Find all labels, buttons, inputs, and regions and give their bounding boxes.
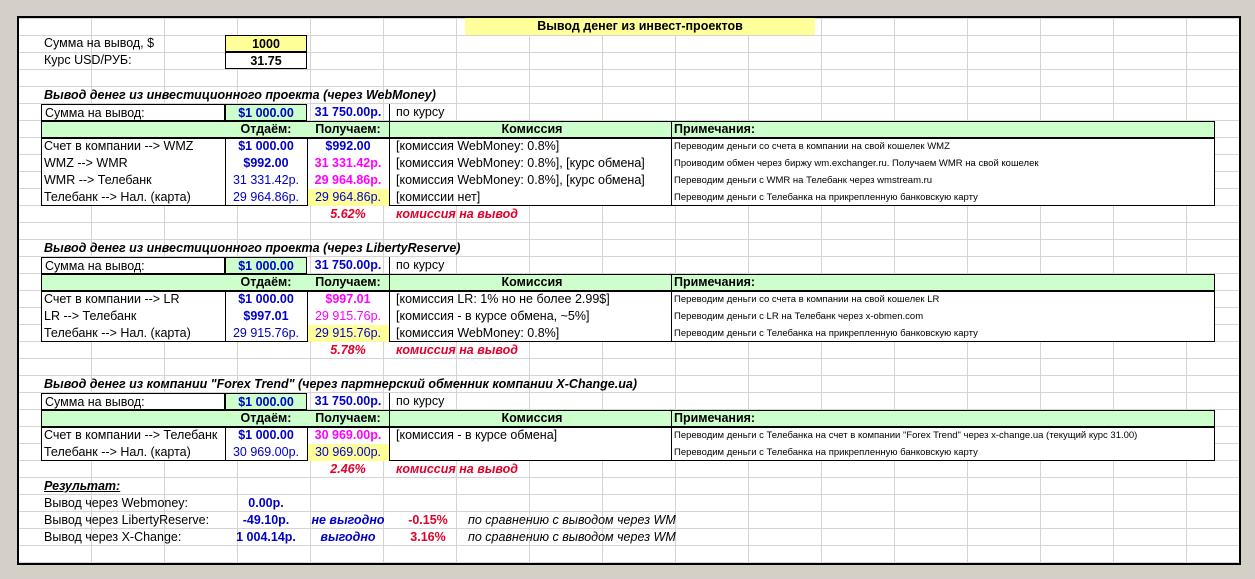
lr-row-note: Переводим деньги с LR на Телебанк через x-obmen.com <box>674 311 924 322</box>
wm-row-note: Переводим деньги с Телебанка на прикрепленную банковскую карту <box>674 192 978 203</box>
lr-row-commission: [комиссия - в курсе обмена, ~5%] <box>396 309 590 323</box>
wm-row-give[interactable]: 29 964.86р. <box>232 190 300 204</box>
result-label: Вывод через Webmoney: <box>44 496 189 510</box>
xc-row-note: Переводим деньги с Телебанка на прикрепленную банковскую карту <box>674 447 978 458</box>
result-comment: по сравнению с выводом через WM <box>468 530 676 544</box>
xc-header-commission: Комиссия <box>501 411 563 425</box>
wm-row-step: Телебанк --> Нал. (карта) <box>44 190 191 204</box>
lr-total-pct: 5.78% <box>330 343 366 357</box>
wm-row-commission: [комиссия WebMoney: 0.8%], [курс обмена] <box>396 156 645 170</box>
wm-row-commission: [комиссия WebMoney: 0.8%] <box>396 139 560 153</box>
lr-row-note: Переводим деньги со счета в компании на свой кошелек LR <box>674 294 940 305</box>
xc-header-get: Получаем: <box>315 411 381 425</box>
result-comment: по сравнению с выводом через WM <box>468 513 676 527</box>
amount-label: Сумма на вывод, $ <box>44 36 155 50</box>
result-value[interactable]: 1 004.14р. <box>236 530 296 544</box>
lr-by-rate: по курсу <box>396 258 445 272</box>
wm-total-label: комиссия на вывод <box>396 207 519 221</box>
rate-label: Курс USD/РУБ: <box>44 53 132 67</box>
wm-row-get[interactable]: 29 964.86р. <box>314 173 382 187</box>
wm-header-notes: Примечания: <box>674 122 756 136</box>
wm-row-note: Проиводим обмен через биржу wm.exchanger.ru. Получаем WMR на свой кошелек <box>674 158 1039 169</box>
section-xchange-title: Вывод денег из компании "Forex Trend" (через партнерский обменник компании X-Change.ua) <box>44 377 637 391</box>
wm-row-give[interactable]: $1 000.00 <box>238 139 294 153</box>
lr-sum-rub[interactable]: 31 750.00р. <box>314 258 382 272</box>
lr-total-label: комиссия на вывод <box>396 343 519 357</box>
wm-row-commission: [комиссии нет] <box>396 190 481 204</box>
result-verdict: не выгодно <box>311 513 385 527</box>
lr-row-give[interactable]: 29 915.76р. <box>232 326 300 340</box>
lr-header-commission: Комиссия <box>501 275 563 289</box>
xc-total-pct: 2.46% <box>330 462 366 476</box>
wm-header-get: Получаем: <box>315 122 381 136</box>
wm-row-get[interactable]: 29 964.86р. <box>307 189 389 206</box>
spreadsheet[interactable] <box>17 16 1241 565</box>
wm-sum-usd[interactable]: $1 000.00 <box>225 104 307 121</box>
amount-input[interactable]: 1000 <box>225 35 307 52</box>
xc-sum-rub[interactable]: 31 750.00р. <box>314 394 382 408</box>
lr-row-get[interactable]: $997.01 <box>325 292 371 306</box>
xc-row-commission: [комиссия - в курсе обмена] <box>396 428 558 442</box>
xc-header-notes: Примечания: <box>674 411 756 425</box>
wm-sum-rub[interactable]: 31 750.00р. <box>314 105 382 119</box>
xc-row-get[interactable]: 30 969.00р. <box>314 428 382 442</box>
lr-header-get: Получаем: <box>315 275 381 289</box>
section-webmoney-title: Вывод денег из инвестиционного проекта (через WebMoney) <box>44 88 436 102</box>
xc-row-give[interactable]: 30 969.00р. <box>232 445 300 459</box>
wm-total-pct: 5.62% <box>330 207 366 221</box>
xc-row-step: Счет в компании --> Телебанк <box>44 428 218 442</box>
wm-header-commission: Комиссия <box>501 122 563 136</box>
xc-row-step: Телебанк --> Нал. (карта) <box>44 445 191 459</box>
wm-header-give: Отдаём: <box>240 122 292 136</box>
lr-row-commission: [комиссия LR: 1% но не более 2.99$] <box>396 292 610 306</box>
xc-header-give: Отдаём: <box>240 411 292 425</box>
result-label: Вывод через LibertyReserve: <box>44 513 210 527</box>
section-liberty-title: Вывод денег из инвестиционного проекта (через LibertyReserve) <box>44 241 461 255</box>
xc-row-commission <box>393 444 671 461</box>
wm-row-give[interactable]: 31 331.42р. <box>232 173 300 187</box>
wm-row-get[interactable]: $992.00 <box>325 139 371 153</box>
result-verdict: выгодно <box>320 530 376 544</box>
xc-sum-usd[interactable]: $1 000.00 <box>225 393 307 410</box>
wm-row-note: Переводим деньги с WMR на Телебанк через wmstream.ru <box>674 175 933 186</box>
xc-sum-label: Сумма на вывод: <box>41 393 225 410</box>
wm-row-note: Переводим деньги со счета в компании на свой кошелек WMZ <box>674 141 950 152</box>
sheet-title: Вывод денег из инвест-проектов <box>465 18 815 35</box>
wm-row-step: Счет в компании --> WMZ <box>44 139 194 153</box>
wm-by-rate: по курсу <box>396 105 445 119</box>
lr-row-commission: [комиссия WebMoney: 0.8%] <box>396 326 560 340</box>
wm-row-step: WMZ --> WMR <box>44 156 128 170</box>
xc-total-label: комиссия на вывод <box>396 462 519 476</box>
result-label: Вывод через X-Change: <box>44 530 182 544</box>
lr-row-step: Телебанк --> Нал. (карта) <box>44 326 191 340</box>
lr-row-step: Счет в компании --> LR <box>44 292 180 306</box>
lr-row-get[interactable]: 29 915.76р. <box>307 325 389 342</box>
xc-row-note: Переводим деньги с Телебанка на счет в компании "Forex Trend" через x-change.ua (текущий курс 31.00) <box>674 430 1138 441</box>
result-value[interactable]: 0.00р. <box>248 496 284 510</box>
rate-input[interactable]: 31.75 <box>225 52 307 69</box>
xc-by-rate: по курсу <box>396 394 445 408</box>
wm-row-give[interactable]: $992.00 <box>243 156 289 170</box>
xc-row-give[interactable]: $1 000.00 <box>238 428 294 442</box>
lr-sum-label: Сумма на вывод: <box>41 257 225 274</box>
result-title: Результат: <box>44 479 121 493</box>
result-value[interactable]: -49.10р. <box>242 513 290 527</box>
wm-row-commission: [комиссия WebMoney: 0.8%], [курс обмена] <box>396 173 645 187</box>
wm-row-get[interactable]: 31 331.42р. <box>314 156 382 170</box>
xc-row-get[interactable]: 30 969.00р. <box>307 444 389 461</box>
result-pct: -0.15% <box>408 513 448 527</box>
lr-row-get[interactable]: 29 915.76р. <box>314 309 382 323</box>
lr-sum-usd[interactable]: $1 000.00 <box>225 257 307 274</box>
lr-header-notes: Примечания: <box>674 275 756 289</box>
lr-row-step: LR --> Телебанк <box>44 309 137 323</box>
lr-header-give: Отдаём: <box>240 275 292 289</box>
lr-row-give[interactable]: $1 000.00 <box>238 292 294 306</box>
result-pct: 3.16% <box>410 530 446 544</box>
lr-row-note: Переводим деньги с Телебанка на прикрепленную банковскую карту <box>674 328 978 339</box>
wm-row-step: WMR --> Телебанк <box>44 173 152 187</box>
lr-row-give[interactable]: $997.01 <box>243 309 289 323</box>
wm-sum-label: Сумма на вывод: <box>41 104 225 121</box>
